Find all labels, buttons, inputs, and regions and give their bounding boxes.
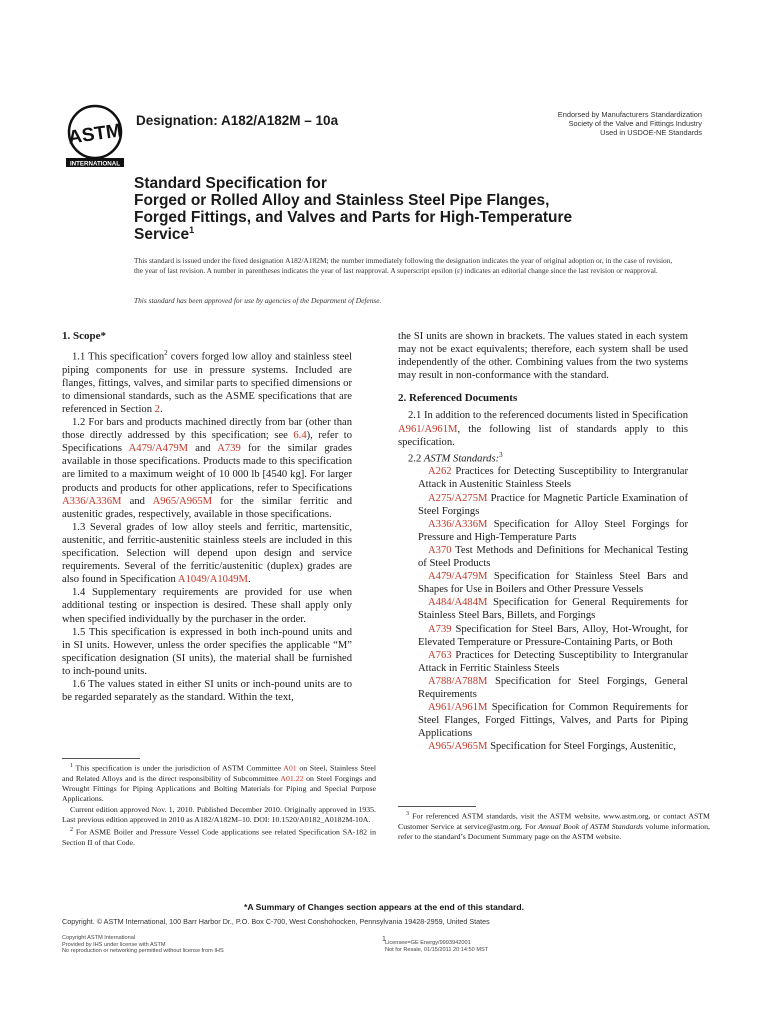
list-item: A739 Specification for Steel Bars, Alloy, Hot-Wrought, for Elevated Temperature or Pressure-Containing Parts, or Both	[418, 623, 688, 648]
footnote-1: $^1$ This specification is under the jurisdiction of ASTM Committee A01 on Steel, Stainless Steel and Related Alloys and is the direct responsibility of Subcommittee A01.22 on Steel Forgings and Wrought Fittings for Piping Applications and Bolting Materials for Piping and Special Purpose Applications.	[62, 763, 377, 804]
list-item: A262 Practices for Detecting Susceptibility to Intergranular Attack in Austenitic Stainless Steels	[418, 466, 688, 491]
license-info-right	[385, 940, 488, 953]
list-item: A479/A479M Specification for Stainless Steel Bars and Shapes for Use in Boilers and Other Pressure Vessels	[418, 571, 688, 596]
standard-link[interactable]: A961/A961M	[428, 702, 488, 714]
list-item: A788/A788M Specification for Steel Forgings, General Requirements	[418, 675, 688, 700]
license-line: Copyright ASTM International	[62, 935, 136, 941]
standard-issue-note: This standard is issued under the fixed designation A182/A182M; the number immediately following the designation indicates the year of original adoption or, in the case of revision, the year of last revision. A number in parentheses indicates the year of last reapproval. A superscript epsilon (ε) indicates an editorial change since the last revision or reapproval.	[134, 256, 673, 276]
link-a336[interactable]: A336/A336M	[62, 495, 122, 507]
svg-text:INTERNATIONAL	[70, 160, 120, 167]
link-section-2[interactable]: 2	[154, 404, 160, 415]
footnote-3: $^3$ For referenced ASTM standards, visit the ASTM website, www.astm.org, or contact ASTM Customer Service at service@astm.org. For Annual Book of ASTM Standards volume information, refer to the standard’s Document Summary page on the ASTM website.	[398, 811, 710, 842]
footnote-1-edition: Current edition approved Nov. 1, 2010. Published December 2010. Originally approved in 1935. Last previous edition approved in 2010 as A182/A182M–10. DOI: 10.1520/A0182_A0182M-10A.	[62, 804, 376, 825]
standard-link[interactable]: A275/A275M	[428, 492, 488, 504]
link-a965[interactable]: A965/A965M	[152, 495, 213, 507]
endorsement-line: Society of the Valve and Fittings Industry	[568, 119, 702, 129]
paragraph-1-1: 1.1 This specification$^2$ covers forged low alloy and stainless steel piping components for use in pressure systems. Included are flanges, fittings, valves, and similar parts to specified dimensions or to dimensional standards, such as the ASME specifications that are referenced in Section 2.	[62, 349, 352, 415]
list-item: A965/A965M Specification for Steel Forgings, Austenitic,	[428, 741, 676, 753]
license-info-left	[62, 935, 224, 955]
section-heading-scope: 1. Scope*	[62, 330, 106, 342]
link-a479[interactable]: A479/A479M	[128, 443, 189, 455]
page-number: 1	[382, 936, 386, 943]
astm-standards-heading: 2.2 ASTM Standards:$^3$	[408, 450, 503, 465]
link-a1049[interactable]: A1049/A1049M	[177, 574, 248, 586]
link-6-4[interactable]: 6.4	[293, 430, 307, 442]
title-line: Service	[134, 226, 190, 243]
logo-subtext: INTERNATIONAL	[69, 160, 121, 168]
link-a739[interactable]: A739	[217, 443, 241, 455]
list-item: A961/A961M Specification for Common Requirements for Steel Flanges, Forged Fittings, Valves, and Parts for Piping Applications	[418, 702, 688, 740]
link-a01-22[interactable]: A01.22	[280, 773, 304, 783]
right-column	[398, 330, 688, 753]
endorsement-line: Endorsed by Manufacturers Standardization	[557, 110, 702, 119]
standards-list	[398, 465, 688, 753]
footnotes-right	[398, 806, 710, 842]
astm-logo	[64, 104, 126, 170]
endorsement-line: Used in USDOE-NE Standards	[600, 128, 702, 138]
list-item: A336/A336M Specification for Alloy Steel Forgings for Pressure and High-Temperature Parts	[418, 518, 688, 543]
paragraph-1-6-continued: the SI units are shown in brackets. The values stated in each system may not be exact equivalents; therefore, each system shall be used independently of the other. Combining values from the two systems may result in non-conformance with the standard.	[398, 331, 688, 382]
standard-link[interactable]: A336/A336M	[428, 518, 488, 530]
paragraph-2-1: 2.1 In addition to the referenced documents listed in Specification A961/A961M, the following list of standards apply to this specification.	[398, 410, 688, 448]
paragraph-1-3: 1.3 Several grades of low alloy steels and ferritic, martensitic, austenitic, and ferritic-austenitic stainless steels are included in this specification. Selection will depend upon design and service requirements. Several of the ferritic/austenitic (duplex) grades are also found in Specification A1049/A1049M.	[62, 521, 352, 586]
svg-text:ASTM	[67, 120, 123, 148]
logo-text: ASTM	[66, 120, 124, 149]
standard-link[interactable]: A484/A484M	[428, 597, 488, 609]
footnote-2: $^2$ For ASME Boiler and Pressure Vessel Code applications see related Specification SA-182 in Section II of that Code.	[62, 827, 376, 848]
title-line: Standard Specification for	[134, 175, 327, 192]
standard-link[interactable]: A370	[428, 544, 452, 556]
endorsement-note	[482, 110, 702, 138]
link-a01[interactable]: A01	[283, 763, 297, 773]
standard-link[interactable]: A739	[428, 623, 452, 635]
dod-approval-note: This standard has been approved for use by agencies of the Department of Defense.	[134, 296, 382, 305]
license-line: Provided by IHS under license with ASTM	[62, 941, 166, 948]
standard-link[interactable]: A479/A479M	[428, 571, 488, 583]
paragraph-1-2: 1.2 For bars and products machined directly from bar (other than those directly addressed by this specification; see 6.4), refer to Specifications A479/A479M and A739 for the similar grades available in those specifications. Products made to this specification are limited to a maximum weight of 10 000 lb [4540 kg]. For larger products and products for other applications, refer to Specifications A336/A336M and A965/A965M for the similar ferritic and austenitic grades, respectively, available in those specifications.	[62, 417, 352, 520]
title-footnote-mark: 1	[189, 224, 195, 235]
designation: Designation: A182/A182M – 10a	[136, 113, 339, 128]
summary-of-changes-note: *A Summary of Changes section appears at the end of this standard.	[244, 902, 524, 912]
footnote-divider	[62, 758, 140, 759]
license-line: No reproduction or networking permitted without license from IHS	[62, 948, 224, 955]
title-line: Forged Fittings, and Valves and Parts for High-Temperature	[134, 209, 573, 226]
license-line: Not for Resale, 01/15/2011 20:14:50 MST	[385, 946, 489, 953]
footnote-divider	[398, 806, 476, 807]
astm-logo-icon	[64, 104, 126, 170]
standard-link[interactable]: A763	[428, 649, 452, 661]
standard-link[interactable]: A788/A788M	[428, 675, 488, 687]
link-a961[interactable]: A961/A961M	[398, 423, 458, 435]
paragraph-1-4: 1.4 Supplementary requirements are provided for use when additional testing or inspection is desired. These shall apply only when specified individually by the purchaser in the order.	[62, 587, 352, 625]
document-title	[134, 175, 654, 243]
standard-link[interactable]: A965/A965M	[428, 741, 488, 753]
left-column	[62, 330, 352, 704]
copyright-line: Copyright. © ASTM International, 100 Barr Harbor Dr., P.O. Box C-700, West Conshohocken, Pennsylvania 19428-2959, United States	[62, 917, 490, 926]
license-line: Licensee=GE Energy/9993942001	[385, 940, 471, 946]
list-item: A763 Practices for Detecting Susceptibility to Intergranular Attack in Ferritic Stainless Steels	[418, 649, 688, 674]
standard-link[interactable]: A262	[428, 466, 452, 478]
title-line: Forged or Rolled Alloy and Stainless Steel Pipe Flanges,	[134, 192, 550, 209]
footnotes-left	[62, 758, 376, 849]
list-item: A370 Test Methods and Definitions for Mechanical Testing of Steel Products	[418, 544, 688, 570]
list-item: A484/A484M Specification for General Requirements for Stainless Steel Bars, Billets, and Forgings	[418, 597, 688, 622]
list-item: A275/A275M Practice for Magnetic Particle Examination of Steel Forgings	[418, 492, 688, 517]
paragraph-1-5: 1.5 This specification is expressed in both inch-pound units and in SI units. However, unless the order specifies the applicable “M” specification designation (SI units), the material shall be furnished to inch-pound units.	[62, 626, 352, 677]
section-heading-referenced-documents: 2. Referenced Documents	[398, 392, 518, 405]
paragraph-1-6: 1.6 The values stated in either SI units or inch-pound units are to be regarded separately as the standard. Within the text,	[62, 678, 352, 704]
